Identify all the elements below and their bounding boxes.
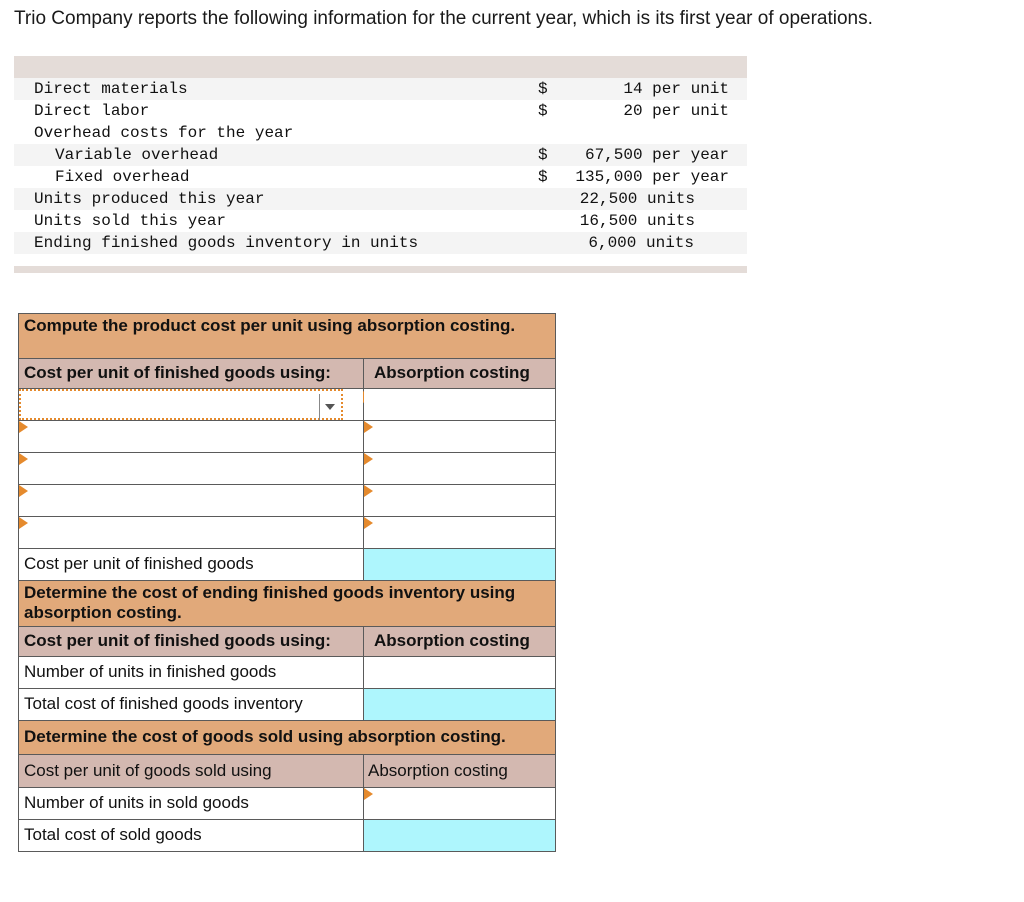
info-row <box>14 210 747 232</box>
cost-item-select[interactable] <box>18 453 364 485</box>
info-currency: $ <box>538 168 548 186</box>
info-currency: $ <box>538 146 548 164</box>
info-table <box>14 56 747 273</box>
table-top-band <box>14 56 747 78</box>
info-label: Units produced this year <box>34 190 265 208</box>
arrow-marker-icon <box>19 453 28 465</box>
section1-title: Compute the product cost per unit using absorption costing. <box>18 313 556 359</box>
info-value: 14 per unit <box>623 80 729 98</box>
info-value: 20 per unit <box>623 102 729 120</box>
arrow-marker-icon <box>19 421 28 433</box>
section2-title: Determine the cost of ending finished goods inventory using absorption costing. <box>18 581 556 627</box>
cost-amount-input[interactable] <box>364 421 556 453</box>
arrow-marker-icon <box>364 788 373 800</box>
cost-item-select[interactable] <box>18 485 364 517</box>
info-value: 22,500 units <box>579 190 695 208</box>
info-row <box>14 144 747 166</box>
cost-item-dropdown[interactable] <box>19 389 343 420</box>
cost-item-select[interactable] <box>18 421 364 453</box>
info-label: Fixed overhead <box>55 168 190 186</box>
cost-amount-input[interactable] <box>364 517 556 549</box>
info-currency: $ <box>538 102 548 120</box>
arrow-marker-icon <box>364 421 373 433</box>
finished-inventory-label: Total cost of finished goods inventory <box>18 689 364 721</box>
info-row <box>14 166 747 188</box>
section3-title: Determine the cost of goods sold using absorption costing. <box>18 721 556 755</box>
info-value: 16,500 units <box>579 212 695 230</box>
section1-col1-header: Cost per unit of finished goods using: <box>18 359 364 389</box>
section2-col2-header: Absorption costing <box>364 627 556 657</box>
cost-of-sold-goods-total <box>364 820 556 852</box>
finished-inventory-total <box>364 689 556 721</box>
chevron-down-icon[interactable] <box>319 394 341 420</box>
info-currency: $ <box>538 80 548 98</box>
units-finished-input[interactable] <box>364 657 556 689</box>
arrow-marker-icon <box>19 517 28 529</box>
cost-item-select[interactable] <box>18 517 364 549</box>
table-bottom-band <box>14 266 747 273</box>
info-value: 135,000 per year <box>575 168 729 186</box>
cost-amount-input[interactable] <box>364 485 556 517</box>
cost-per-unit-label: Cost per unit of finished goods <box>18 549 364 581</box>
info-row <box>14 100 747 122</box>
section2-col1-header: Cost per unit of finished goods using: <box>18 627 364 657</box>
section1-col2-header: Absorption costing <box>364 359 556 389</box>
info-label: Variable overhead <box>55 146 219 164</box>
units-sold-input[interactable] <box>364 788 556 820</box>
info-label: Ending finished goods inventory in units <box>34 234 419 252</box>
info-label: Direct labor <box>34 102 150 120</box>
problem-statement: Trio Company reports the following information for the current year, which is its first year of operations. <box>14 8 873 29</box>
info-label: Overhead costs for the year <box>34 124 294 142</box>
info-value: 6,000 units <box>588 234 694 252</box>
arrow-marker-icon <box>364 453 373 465</box>
info-value: 67,500 per year <box>584 146 729 164</box>
info-row <box>14 232 747 254</box>
units-sold-label: Number of units in sold goods <box>18 788 364 820</box>
arrow-marker-icon <box>364 517 373 529</box>
arrow-marker-icon <box>364 485 373 497</box>
section3-col2-header: Absorption costing <box>364 755 556 788</box>
section3-col1-header: Cost per unit of goods sold using <box>18 755 364 788</box>
answer-grid <box>18 313 556 852</box>
cost-amount-input[interactable] <box>364 453 556 485</box>
info-row <box>14 78 747 100</box>
cost-of-sold-goods-label: Total cost of sold goods <box>18 820 364 852</box>
info-row <box>14 122 747 144</box>
cost-amount-input[interactable] <box>364 389 556 421</box>
info-label: Direct materials <box>34 80 188 98</box>
cost-item-select-cell <box>18 389 364 421</box>
info-row <box>14 188 747 210</box>
cost-per-unit-total <box>364 549 556 581</box>
units-finished-label: Number of units in finished goods <box>18 657 364 689</box>
info-label: Units sold this year <box>34 212 227 230</box>
arrow-marker-icon <box>19 485 28 497</box>
